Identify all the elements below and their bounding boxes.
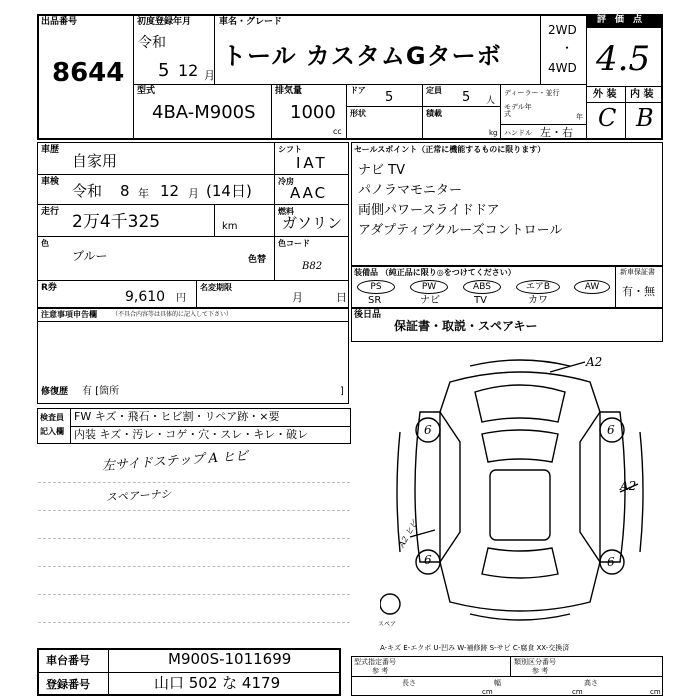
divider bbox=[37, 236, 349, 237]
displacement-label: 排気量 bbox=[275, 86, 303, 96]
divider bbox=[500, 84, 501, 140]
interior-grade: B bbox=[636, 104, 654, 132]
equipment-option-bottom: カワ bbox=[528, 295, 548, 306]
chassis-number: M900S-1011699 bbox=[168, 650, 292, 668]
notes-sub: （不具合内容等は具体的に記入して下さい） bbox=[112, 311, 233, 318]
name-change-day: 日 bbox=[336, 291, 347, 304]
model-year-unit: 年 bbox=[576, 113, 583, 121]
damage-mark: A2 ヒビ bbox=[397, 518, 420, 549]
load-label: 積載 bbox=[426, 109, 442, 118]
after-items-label: 後日品 bbox=[354, 310, 382, 320]
divider bbox=[214, 204, 215, 236]
capacity-label: 定員 bbox=[426, 86, 442, 95]
mileage-unit: km bbox=[222, 221, 238, 232]
doors-value: 5 bbox=[385, 90, 394, 105]
divider bbox=[346, 106, 500, 107]
color-code: B82 bbox=[302, 261, 323, 272]
registration-month: 12 bbox=[178, 61, 199, 80]
handle-label: ハンドル bbox=[504, 129, 532, 137]
recycle-unit: 円 bbox=[176, 293, 186, 304]
color-code-label: 色コード bbox=[278, 239, 310, 248]
inspector-row-2: 内装 キズ・汚レ・コゲ・穴・スレ・キレ・破レ bbox=[74, 428, 309, 441]
load-unit: kg bbox=[489, 129, 498, 137]
inspection-label: 車検 bbox=[41, 177, 60, 187]
type-number-label: 型式指定番号 bbox=[354, 658, 396, 666]
color-label: 色 bbox=[41, 239, 49, 248]
interior-label: 内 装 bbox=[630, 89, 654, 100]
dashed-line bbox=[38, 510, 350, 511]
notes-label: 注意事項申告欄 bbox=[41, 310, 97, 319]
dashed-line bbox=[38, 594, 350, 595]
shift-value: IAT bbox=[296, 154, 328, 172]
model-label: 型式 bbox=[137, 86, 156, 96]
divider bbox=[37, 672, 341, 673]
divider bbox=[422, 84, 423, 140]
divider bbox=[586, 14, 587, 140]
plate-number: 山口 502 な 4179 bbox=[154, 674, 281, 692]
damage-mark: 6 bbox=[424, 423, 432, 437]
dashed-line bbox=[38, 538, 350, 539]
equipment-option-top: PS bbox=[357, 280, 395, 294]
spare-label: スペア bbox=[378, 621, 397, 628]
dashed-line bbox=[38, 482, 350, 483]
fuel-label: 燃料 bbox=[278, 207, 294, 216]
damage-mark: 6 bbox=[424, 553, 432, 567]
divider bbox=[271, 84, 272, 140]
dashed-line bbox=[38, 622, 350, 623]
height-unit: cm bbox=[650, 688, 661, 696]
exterior-label: 外 装 bbox=[593, 89, 617, 100]
lot-label: 出品番号 bbox=[41, 17, 78, 27]
width-unit: cm bbox=[572, 688, 583, 696]
registration-month-unit: 月 bbox=[204, 69, 215, 82]
divider bbox=[346, 84, 347, 140]
handle-value: 左・右 bbox=[540, 126, 573, 139]
color-change-label: 色替 bbox=[248, 255, 267, 265]
damage-mark: A2 bbox=[620, 479, 637, 493]
repair-label: 修復歴 bbox=[41, 387, 69, 397]
divider bbox=[625, 86, 626, 140]
equipment-option-top: PW bbox=[410, 280, 448, 294]
divider bbox=[615, 266, 616, 308]
registration-era: 令和 bbox=[138, 35, 166, 51]
sales-point-item: ナビ TV bbox=[358, 163, 405, 178]
warranty-value: 有・無 bbox=[622, 285, 655, 298]
recycle-value: 9,610 bbox=[125, 289, 166, 305]
divider bbox=[500, 124, 586, 125]
divider bbox=[37, 174, 349, 175]
dashed-line bbox=[38, 566, 350, 567]
warranty-label: 新車保証書 bbox=[620, 268, 655, 276]
shape-label: 形状 bbox=[350, 109, 366, 118]
doors-label: ドア bbox=[350, 86, 366, 95]
car-name: トール カスタムGターボ bbox=[222, 42, 502, 70]
handwritten-note-2: スペアーナシ bbox=[105, 487, 172, 504]
inspector-label-1: 検査員 bbox=[40, 413, 64, 422]
equipment-label: 装備品 （純正品に限り◎をつけてください） bbox=[354, 268, 516, 277]
damage-legend: A-キズ E-エクボ U-凹み W-補修跡 S-サビ C-腐食 XX-交換済 bbox=[380, 644, 570, 652]
registration-label: 初度登録年月 bbox=[137, 17, 192, 27]
inspection-year-unit: 年 bbox=[138, 187, 149, 200]
recycle-label: R券 bbox=[41, 283, 57, 293]
model-year-label: モデル年式 bbox=[504, 103, 532, 118]
mileage-label: 走行 bbox=[41, 207, 60, 217]
score-label: 評 価 点 bbox=[597, 15, 643, 25]
ac-value: AAC bbox=[290, 184, 328, 202]
reference-label: 参 考 bbox=[372, 667, 389, 675]
divider bbox=[37, 204, 349, 205]
divider bbox=[586, 102, 663, 103]
lot-number: 8644 bbox=[52, 58, 125, 88]
inspection-day: (14日) bbox=[206, 182, 252, 200]
divider bbox=[351, 676, 663, 677]
damage-mark: 6 bbox=[607, 555, 615, 569]
score-value: 4.5 bbox=[596, 39, 651, 79]
equipment-option-bottom: ナビ bbox=[420, 295, 440, 306]
inspection-month: 12 bbox=[160, 182, 180, 200]
reference-label: 参 考 bbox=[532, 667, 549, 675]
name-change-label: 名変期限 bbox=[200, 283, 232, 292]
divider bbox=[196, 280, 197, 308]
divider bbox=[37, 280, 349, 281]
capacity-unit: 人 bbox=[486, 96, 496, 106]
inspection-month-unit: 月 bbox=[188, 187, 199, 200]
divider bbox=[37, 321, 349, 322]
repair-close: ] bbox=[340, 386, 344, 397]
model-value: 4BA-M900S bbox=[152, 102, 256, 123]
sales-point-item: 両側パワースライドドア bbox=[358, 203, 500, 218]
inspection-era: 令和 bbox=[72, 182, 103, 200]
divider bbox=[274, 236, 275, 280]
damage-mark: 6 bbox=[607, 423, 615, 437]
inspection-year: 8 bbox=[120, 182, 130, 200]
drive-2wd: 2WD bbox=[548, 23, 577, 37]
sales-point-item: アダプティブクルーズコントロール bbox=[358, 223, 563, 238]
after-items-value: 保証書・取説・スペアキー bbox=[394, 319, 538, 333]
divider bbox=[70, 426, 351, 427]
divider bbox=[133, 14, 134, 140]
equipment-option-top: AW bbox=[574, 280, 610, 294]
fuel-value: ガソリン bbox=[282, 214, 343, 232]
mileage-value: 2万4千325 bbox=[72, 212, 161, 232]
divider bbox=[133, 84, 586, 85]
exterior-grade: C bbox=[598, 104, 617, 132]
inspector-row-1: FW キズ・飛石・ヒビ割・リペア跡・×要 bbox=[74, 410, 280, 423]
capacity-value: 5 bbox=[462, 90, 471, 105]
damage-mark: A2 bbox=[586, 355, 603, 369]
car-label: 車名・グレード bbox=[219, 17, 283, 27]
shift-label: シフト bbox=[278, 145, 302, 154]
inspector-label-2: 記入欄 bbox=[40, 427, 64, 436]
sales-point-item: パノラマモニター bbox=[358, 183, 463, 198]
repair-value: 有 [箇所 bbox=[82, 386, 120, 397]
usage-label: 車歴 bbox=[41, 145, 60, 155]
equipment-option-top: エアB bbox=[516, 280, 560, 294]
name-change-month: 月 bbox=[292, 291, 303, 304]
dealer-label: ディーラー・並行 bbox=[504, 89, 560, 97]
sales-points-label: セールスポイント（正常に機能するものに限ります） bbox=[354, 145, 546, 154]
chassis-label: 車台番号 bbox=[46, 654, 90, 667]
drive-dot: ・ bbox=[561, 41, 574, 55]
equipment-option-bottom: SR bbox=[368, 295, 382, 306]
height-label: 高さ bbox=[584, 679, 598, 687]
plate-label: 登録番号 bbox=[46, 678, 90, 691]
equipment-option-top: ABS bbox=[463, 280, 501, 294]
registration-year: 5 bbox=[158, 60, 170, 81]
usage-value: 自家用 bbox=[72, 152, 118, 170]
length-label: 長さ bbox=[402, 679, 416, 687]
class-number-label: 類別区分番号 bbox=[514, 658, 556, 666]
length-unit: cm bbox=[482, 688, 493, 696]
color-value: ブルー bbox=[72, 249, 108, 263]
handwritten-note-1: 左サイドステップ A ヒビ bbox=[101, 448, 249, 474]
equipment-option-bottom: TV bbox=[474, 295, 487, 306]
divider bbox=[540, 14, 541, 84]
width-label: 幅 bbox=[494, 679, 501, 687]
displacement-unit: cc bbox=[333, 127, 342, 136]
drive-4wd: 4WD bbox=[548, 61, 577, 75]
divider bbox=[274, 142, 275, 236]
displacement-value: 1000 bbox=[290, 102, 336, 123]
divider bbox=[510, 656, 511, 676]
ac-label: 冷房 bbox=[278, 177, 294, 186]
